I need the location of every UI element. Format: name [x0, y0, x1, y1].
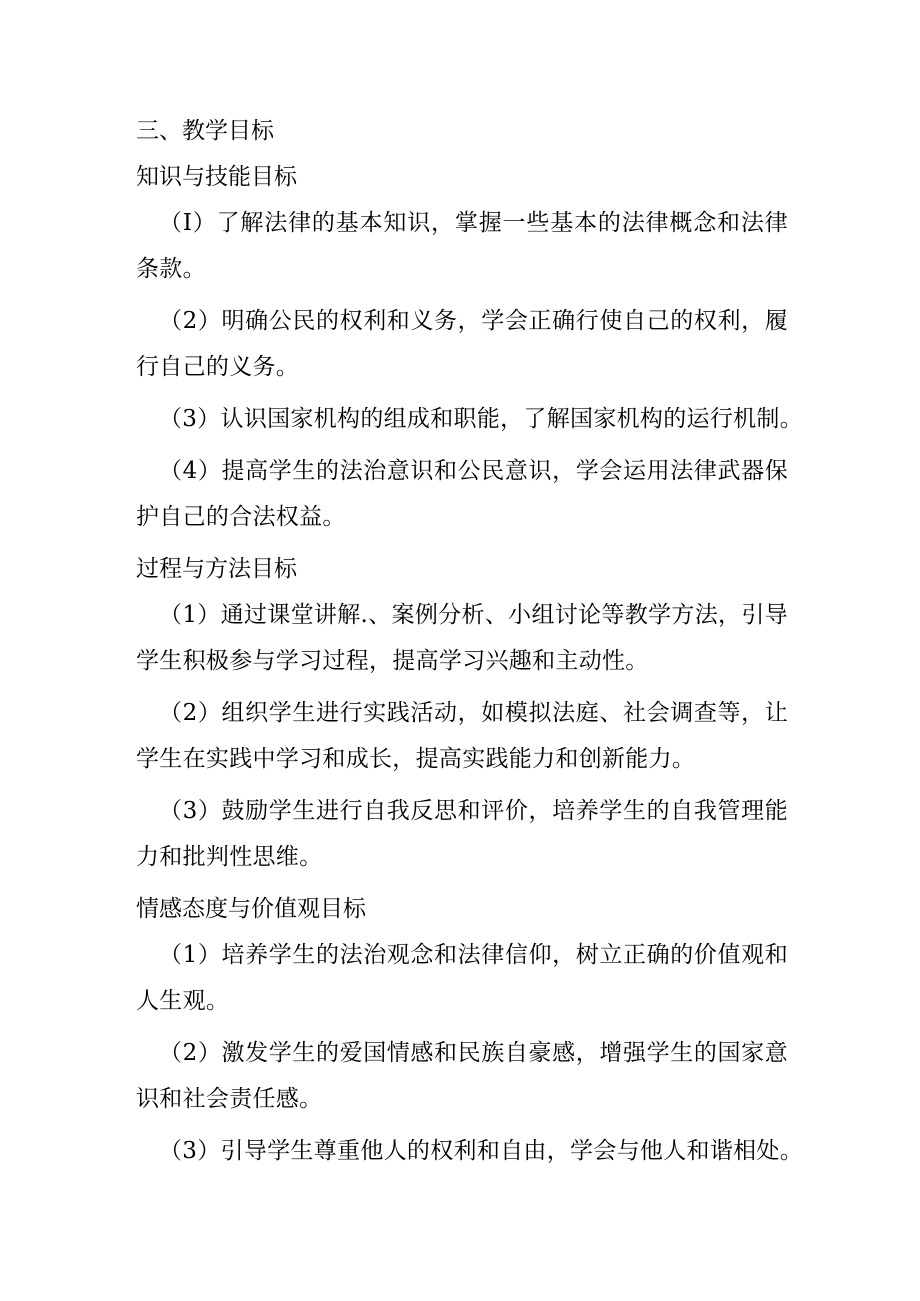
list-item: （4）提高学生的法治意识和公民意识，学会运用法律武器保护自己的合法权益。	[136, 458, 788, 530]
section-heading: 三、教学目标	[136, 118, 274, 144]
list-item: （3）引导学生尊重他人的权利和自由，学会与他人和谐相处。	[159, 1138, 804, 1164]
list-item: （2）组织学生进行实践活动，如模拟法庭、社会调查等，让学生在实践中学习和成长，提高实践能力和创新能力。	[136, 700, 788, 772]
list-item: （1）培养学生的法治观念和法律信仰，树立正确的价值观和人生观。	[136, 942, 788, 1014]
subsection-title-process-methods: 过程与方法目标	[136, 556, 297, 582]
list-item: （1）通过课堂讲解.、案例分析、小组讨论等教学方法，引导学生积极参与学习过程，提高学习兴趣和主动性。	[136, 602, 788, 674]
list-item: （I）了解法律的基本知识，掌握一些基本的法律概念和法律条款。	[136, 210, 788, 282]
list-item: （2）激发学生的爱国情感和民族自豪感，增强学生的国家意识和社会责任感。	[136, 1040, 788, 1112]
document-content	[136, 108, 804, 1180]
subsection-title-attitudes-values: 情感态度与价值观目标	[136, 896, 366, 922]
list-item: （3）认识国家机构的组成和职能，了解国家机构的运行机制。	[159, 406, 804, 432]
list-item: （3）鼓励学生进行自我反思和评价，培养学生的自我管理能力和批判性思维。	[136, 798, 788, 870]
subsection-title-knowledge-skills: 知识与技能目标	[136, 164, 297, 190]
list-item: （2）明确公民的权利和义务，学会正确行使自己的权利，履行自己的义务。	[136, 308, 788, 380]
